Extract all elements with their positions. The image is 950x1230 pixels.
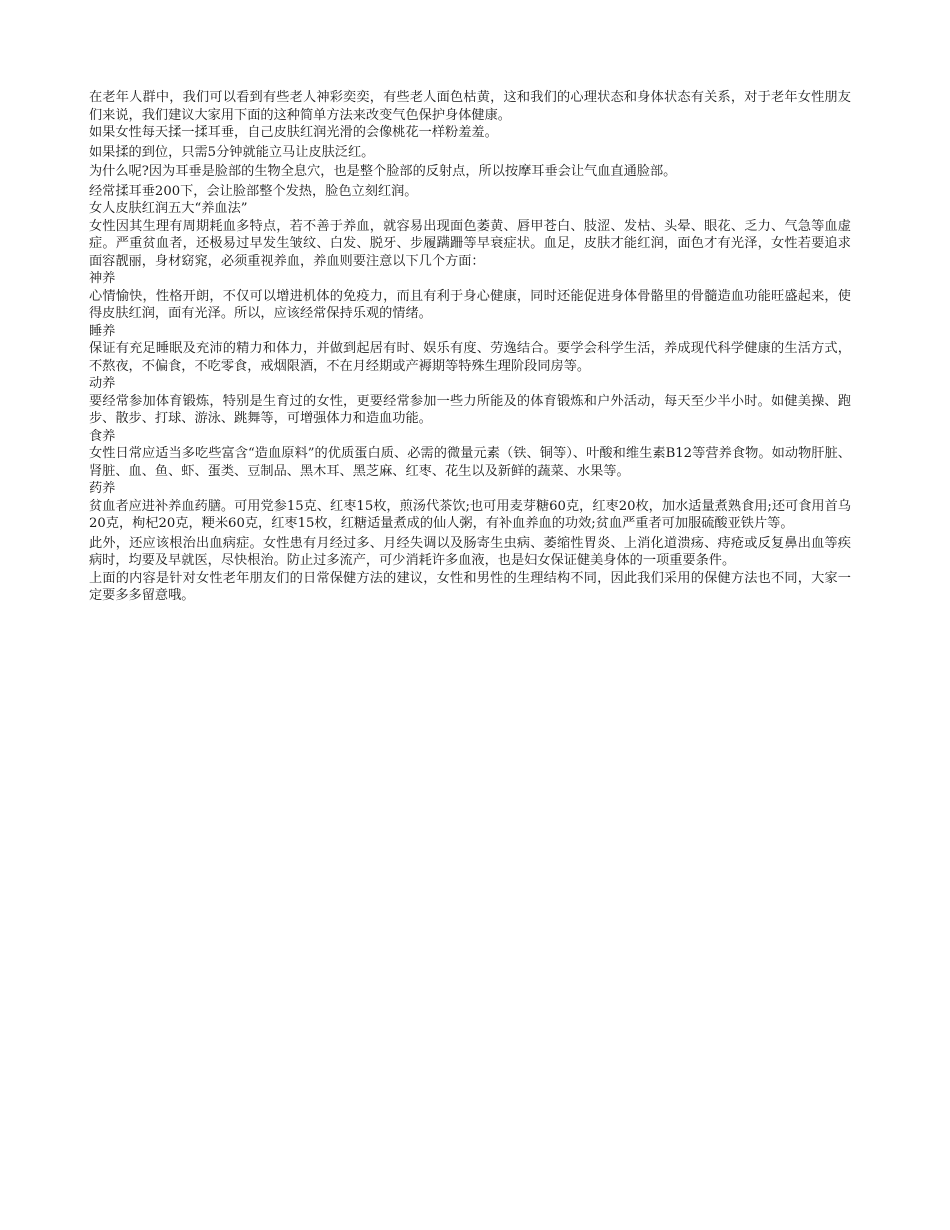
heading-exercise: 动养 [89, 376, 116, 391]
paragraph-blood-deficiency: 女性因其生理有周期耗血多特点，若不善于养血，就容易出现面色萎黄、唇甲苍白、肢涩、发枯、头晕、眼花、乏力、气急等血虚症。严重贫血者，还极易过早发生皱纹、白发、脱牙、步履蹒跚等早衰症状。血足，皮肤才能红润，面色才有光泽，女性若要追求面容靓丽，身材窈窕，必须重视养血，养血则要注意以下几个方面： [89, 218, 851, 269]
heading-sleep: 睡养 [89, 323, 116, 339]
heading-diet: 食养 [89, 428, 116, 444]
paragraph-medicine: 贫血者应进补养血药膳。可用党参15克、红枣15枚，煎汤代茶饮;也可用麦芽糖60克，红枣20枚，加水适量煮熟食用;还可食用首乌20克，枸杞20克，粳米60克，红枣15枚，红糖适量煮成的仙人粥，有补血养血的功效;贫血严重者可加服硫酸亚铁片等。 [89, 498, 851, 531]
paragraph-spirit: 心情愉快，性格开朗，不仅可以增进机体的免疫力，而且有利于身心健康，同时还能促进身体骨骼里的骨髓造血功能旺盛起来，使得皮肤红润，面有光泽。所以，应该经常保持乐观的情绪。 [89, 288, 851, 321]
section-title-five-methods: 女人皮肤红润五大“养血法” [89, 201, 248, 216]
paragraph-why: 为什么呢?因为耳垂是脸部的生物全息穴，也是整个脸部的反射点，所以按摩耳垂会让气血直通脸部。 [89, 164, 677, 179]
paragraph-five-minutes: 如果揉的到位，只需5分钟就能立马让皮肤泛红。 [89, 144, 375, 160]
paragraph-bleeding: 此外，还应该根治出血病症。女性患有月经过多、月经失调以及肠寄生虫病、萎缩性胃炎、上消化道溃疡、痔疮或反复鼻出血等疾病时，均要及早就医，尽快根治。防止过多流产，可少消耗许多血液，也是妇女保证健美身体的一项重要条件。 [89, 535, 851, 568]
paragraph-conclusion: 上面的内容是针对女性老年朋友们的日常保健方法的建议，女性和男性的生理结构不同，因此我们采用的保健方法也不同，大家一定要多多留意哦。 [89, 570, 851, 603]
intro-paragraph: 在老年人群中，我们可以看到有些老人神彩奕奕，有些老人面色枯黄，这和我们的心理状态和身体状态有关系，对于老年女性朋友们来说，我们建议大家用下面的这种简单方法来改变气色保护身体健康。 [89, 90, 851, 123]
heading-medicine: 药养 [89, 481, 116, 496]
document-body [89, 89, 851, 605]
paragraph-200-times: 经常揉耳垂200下，会让脸部整个发热，脸色立刻红润。 [89, 183, 418, 199]
paragraph-earlobe-rub: 如果女性每天揉一揉耳垂，自己皮肤红润光滑的会像桃花一样粉羞羞。 [89, 125, 498, 140]
heading-spirit: 神养 [89, 271, 116, 286]
paragraph-diet: 女性日常应适当多吃些富含“造血原料”的优质蛋白质、必需的微量元素（铁、铜等）、叶酸和维生素B12等营养食物。如动物肝脏、肾脏、血、鱼、虾、蛋类、豆制品、黑木耳、黑芝麻、红枣、花生以及新鲜的蔬菜、水果等。 [89, 446, 851, 479]
paragraph-sleep: 保证有充足睡眠及充沛的精力和体力，并做到起居有时、娱乐有度、劳逸结合。要学会科学生活，养成现代科学健康的生活方式，不熬夜，不偏食，不吃零食，戒烟限酒，不在月经期或产褥期等特殊生理阶段同房等。 [89, 341, 851, 374]
paragraph-exercise: 要经常参加体育锻炼，特别是生育过的女性，更要经常参加一些力所能及的体育锻炼和户外活动，每天至少半小时。如健美操、跑步、散步、打球、游泳、跳舞等，可增强体力和造血功能。 [89, 393, 851, 426]
